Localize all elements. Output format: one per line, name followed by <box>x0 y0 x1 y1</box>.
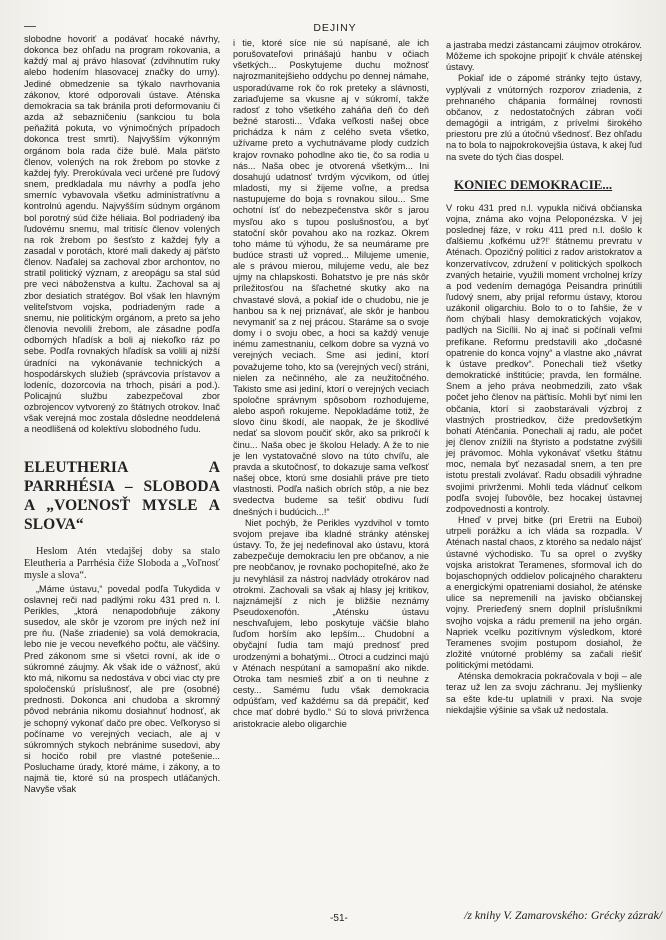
column-3 <box>446 40 642 716</box>
column-1 <box>24 34 220 796</box>
paragraph: slobodne hovoriť a podávať hocaké návrhy, dokonca bez ohľadu na program rokovania, a každý mal aj právo hlasovať (zdvihnutím ruky alebo hodením hlasovacej značky do urny). Jediné obmedzenie sa týkalo navrhovania zákonov, ktoré odporovali ústave. Aténska demokracia sa tak bránila proti deformovaniu či azda až sebazničeniu (sankciou tu bola peňažitá pokuta, vo výnimočných prípadoch dokonca trest smrti). Najvyšším výkonným orgánom bola rada čiže bulé. Mala päťsto členov, volených na rok žrebom po stovke z každej fyly. Prerokúvala veci určené pre ľudový snem, predkladala mu návrhy a podľa jeho smerníc vybavovala všetku administratívnu a kontrolnú agendu. Najvyšším súdnym orgánom bol porotný súd čiže héliaia. Bol podriadený iba ľudovému snemu, mal tritisíc členov volených na rok žrebom po šesťsto z každej fyly a zasadal v porotách, ktoré mali dakedy aj päťsto členov. Naďalej sa zachoval zbor archontov, no stratil politický význam, z areopágu sa stal súd pre veci náboženstva a kultu. Zachoval sa aj zbor desiatich stratégov. Bol však len hlavným veliteľstvom vojska, podriadeným rade a snemu, nie politickým orgánom, a preto sa jeho členovia nevolili žrebom, ale zásadne podľa odborných hľadísk a boli aj niekoľko ráz po sebe. Podľa rovnakých hľadísk sa volili aj nižší úradníci na vykonávanie technických a hospodárskych služieb (správcovia prístavov a lodeníc, dozorcovia na trhoch, pisári a pod.). Policajnú službu zabezpečoval zbor ozbrojencov vytvorený zo štátnych otrokov. Inač však verejná moc zostala dôsledne neoddelená a neodlišená od kolektívu slobodného ľudu. <box>24 34 220 435</box>
paragraph: Niet pochýb, že Perikles vyzdvihol v tomto svojom prejave iba kladné stránky aténskej ústavy. To, že jej nedefinoval ako ústavu, ktorá zabezpečuje demokraciu len pre občanov, a nie pre neobčanov, je rovnako pochopiteľné, ako že ju nevyhlásil za nástroj nadvlády otrokárov nad otrokmi. Zachovali sa však aj hlasy jej kritikov, najznámejší z nich je bližšie neznámy Pseudoxenofón. „Aténsku ústavu neschvaľujem, lebo poskytuje väčšie blaho ľuďom horším ako lepším... Chudobní a obyčajní ľudia tam majú prednosť pred urodzenými a bohatými... Otroci a cudzinci majú v Aténach nespútaní a samopašní ako nikde. Otroka tam nesmieš zbiť a on ti neuhne z cesty... Samému ľudu však demokracia odpúšťam, veď každému sa dá prepáčiť, keď chce mať dobré bydlo.“ Sú to slová privrženca aristokracie alebo oligarchie <box>233 517 429 729</box>
column-2 <box>233 38 429 730</box>
paragraph: Aténska demokracia pokračovala v boji – ale teraz už len za svoju záchranu. Jej myšlienky sa ešte kde-tu uplatnili v praxi. Na svoje niekdajšie výšinie sa však už nedostala. <box>446 671 642 715</box>
section-title-eleutheria: ELEUTHERIA A PARRHÉSIA – SLOBODA A „VOĽNOSŤ MYSLE A SLOVA“ <box>24 458 220 533</box>
paragraph: „Máme ústavu,“ povedal podľa Tukydida v oslavnej reči nad padlými roku 431 pred n. l. Perikles, „ktorá nenapodobňuje zákony susedov, ale skôr je vzorom pre iných než iní pre ňu. (Naše zriadenie) sa volá demokracia, lebo nie je vecou nevefkého počtu, ale väčšiny. Pred zákonom sme si všetci rovní, ak ide o súkromné záujmy. Ak však ide o vážnosť, akú kto má, nikomu sa nedostáva v obci viac cty pre spoločenskú príslušnosť, ale pre (osobné) prednosti. Dokonca ani chudoba a skromný pôvod nebránia nikomu dosiahnuť hodnosť, ak je schopný vykonať dačo pre obec. Veľkoryso si počíname vo verejných veciach, ale aj v súkromných stykoch nebránime susedovi, aby si hocičo robil pre vlastné potešenie... Posluchame úrady, ktoré máme, i zákony, a to najmä tie, ktoré sú na prospech utláčaných. Navyše však <box>24 583 220 795</box>
paragraph: i tie, ktoré síce nie sú napísané, ale ich porušovateľovi prinášajú hanbu v očiach všetkých... Poskytujeme duchu možnosť najrozmanitejšieho oddychu po dennej námahe, usporadúvame rok čo rok preteky a slávnosti, zariaďujeme sa vkusne aj v súkromí, takže radosť z toho všetkého zaháňa deň čo deň bežné starosti... Vďaka veľkosti našej obce prichádza k nám z celého sveta všetko, užívame preto a vychutnávame plody cudzích krajov rovnako pohodlne ako tie, čo sa rodia u nás... Naša obec je otvorená všetkým... Ini dosahujú udatnosť tvrdým výcvikom, od útlej mladosti, my si žijeme voľne, a predsa nastupujeme do boja s rovnakou silou... Sme ochotní ísť do nebezpečenstva skôr s jarou mysľou ako s tupou poslušnosťou, a byť statoční skôr povahou ako na rozkaz. Okrem toho máme tú výhodu, že sa neumárame pre budúce strasti už vopred... Milujeme umenie, ale s právou mierou, milujeme vedu, ale bez ujmy na chlapskosti. Bohatstvo je pre nás skôr príležitosťou na šľachetné skutky ako na chvastavé slová, a pokiaľ ide o chudobu, nie je hanbou sa k nej priznávať, ale skôr je hanbou nevymaniť sa z nej prácou. Staráme sa o svoje domy i o svoju obec, a hoci sa každý venuje inému zamestnaniu, celkom dobre sa vyzná vo verejných veciach. Sme asi jediní, ktorí považujeme toho, kto sa (verejných vecí) stráni, nielen za nečinného, ale za neužitočného. Takisto sme asi jediní, ktorí o verejných veciach spoločne správnym spôsobom rozhodujeme, alebo aspoň rokujeme. Nepokladáme totiž, že slovo činu škodí, ale naopak, že je škodlivé nedať sa slovom poučiť skôr, ako sa prikročí k činu... Naša obec je školou Helady. A že to nie je len vystatovačné slovo na túto chvíľu, ale pravda a skutočnosť, to dokazuje sama veľkosť našej obce, ktorú sme dosiahli práve pre tieto vlastnosti. Podľa našich obrích stôp, a nie bez svedectva budeme sa tešiť obdivu ľudí dnešných i budúcich...!“ <box>233 38 429 517</box>
paragraph: V roku 431 pred n.l. vypukla ničivá občianska vojna, známa ako vojna Peloponézska. V jej poslednej fáze, v roku 411 pred n.l. došlo k ďalšiemu ‚kofkému už?!‘ štátnemu prevratu v Aténach. Opozičný politici z radov aristokratov a konzervatívcov, združení v politických spolkoch zvaných hetairie, využili moment vrcholnej krízy a pod vedením demagóga Peisandra prinútili ľudový snem, aby prijal reformu ústavy, ktorou uzákonil oligarchiu. Bolo to o to ľahšie, že v ňom chýbali hlasy demokratických vojakov, padlých na Sicílii. No aj inač si počínali veľmi prefíkane. Reformu predstavili ako „dočasné opatrenie do konca vojny“ a vlastne ako „návrat k ústave predkov“. Ponechali tiež všetky demokratické inštitúcie; pravda, len formálne. Snem a jeho práva neobmedzili, zato však počet jeho členov na päťtisíc. Mohli byť nimi len občania, ktorí si zaobstarávali výzbroj z vlastných prostriedkov, čiže predovšetkým bohatí Aténčania. Ponechali aj radu, ale počet jej členov znížili na štyristo a podstatne zvýšili jej právomoc. Mohla vykonávať všetku štátnu moc, nemala byť nezasadal snem, a ten pre istotu prestali zvolávať. Radu obsadili výhradne svojimi privrženmi. Mohli teda vládnuť celkom podľa svojej ľubovôle, bez hocakej ústavnej zodpovednosti a kontroly. <box>446 202 642 514</box>
paragraph: a jastraba medzi zástancami záujmov otrokárov. Môžeme ich spokojne pripojiť k chvále aténskej ústavy. <box>446 40 642 73</box>
paragraph: Hneď v prvej bitke (pri Eretrii na Euboi) utrpeli porážku a ich vláda sa rozpadla. V Aténach nastal chaos, z ktorého sa nedalo nájsť ústavné východisko. Tu sa oprel o zvyšky vojska aristokrat Teramenes, sformoval ich do bojaschopných oddielov policajného charakteru a energickými opatreniami dosiahol, že aténske ulice sa nepremenili na javisko občianskej vojny. Prerieďený snem doplnil príslušníkmi svojho vojska a rádu premenil na jeho orgán. Napriek vcelku pozitívnym výsledkom, ktoré Teramenes svojim postupom dosiahol, že zložité vnútorné problémy sa začali riešiť politickými metódami. <box>446 515 642 671</box>
section-title-koniec: KONIEC DEMOKRACIE... <box>454 176 613 192</box>
page-number: -51- <box>330 913 348 924</box>
paragraph: Pokiaľ ide o zápomé stránky tejto ústavy, vyplývali z vnútorných rozporov zriadenia, z prehnaného chápania formálnej rovnosti občanov, z nedostatočných zábran voči demagógii a intrigám, z prívelmi širokého priestoru pre zlú a útočnú všednosť. Bez ohľadu na to bola to najpokrokovejšia ústava, k akej ľud na svete do tých čias dospel. <box>446 73 642 162</box>
source-citation: /z knihy V. Zamarovského: Grécky zázrak/ <box>464 908 662 922</box>
section-header: DEJINY <box>313 22 357 34</box>
intro-paragraph: Heslom Atén vtedajšej doby sa stalo Eleutheria a Parrhésia čiže Sloboda a „Voľnosť mysle a slova“. <box>24 545 220 581</box>
